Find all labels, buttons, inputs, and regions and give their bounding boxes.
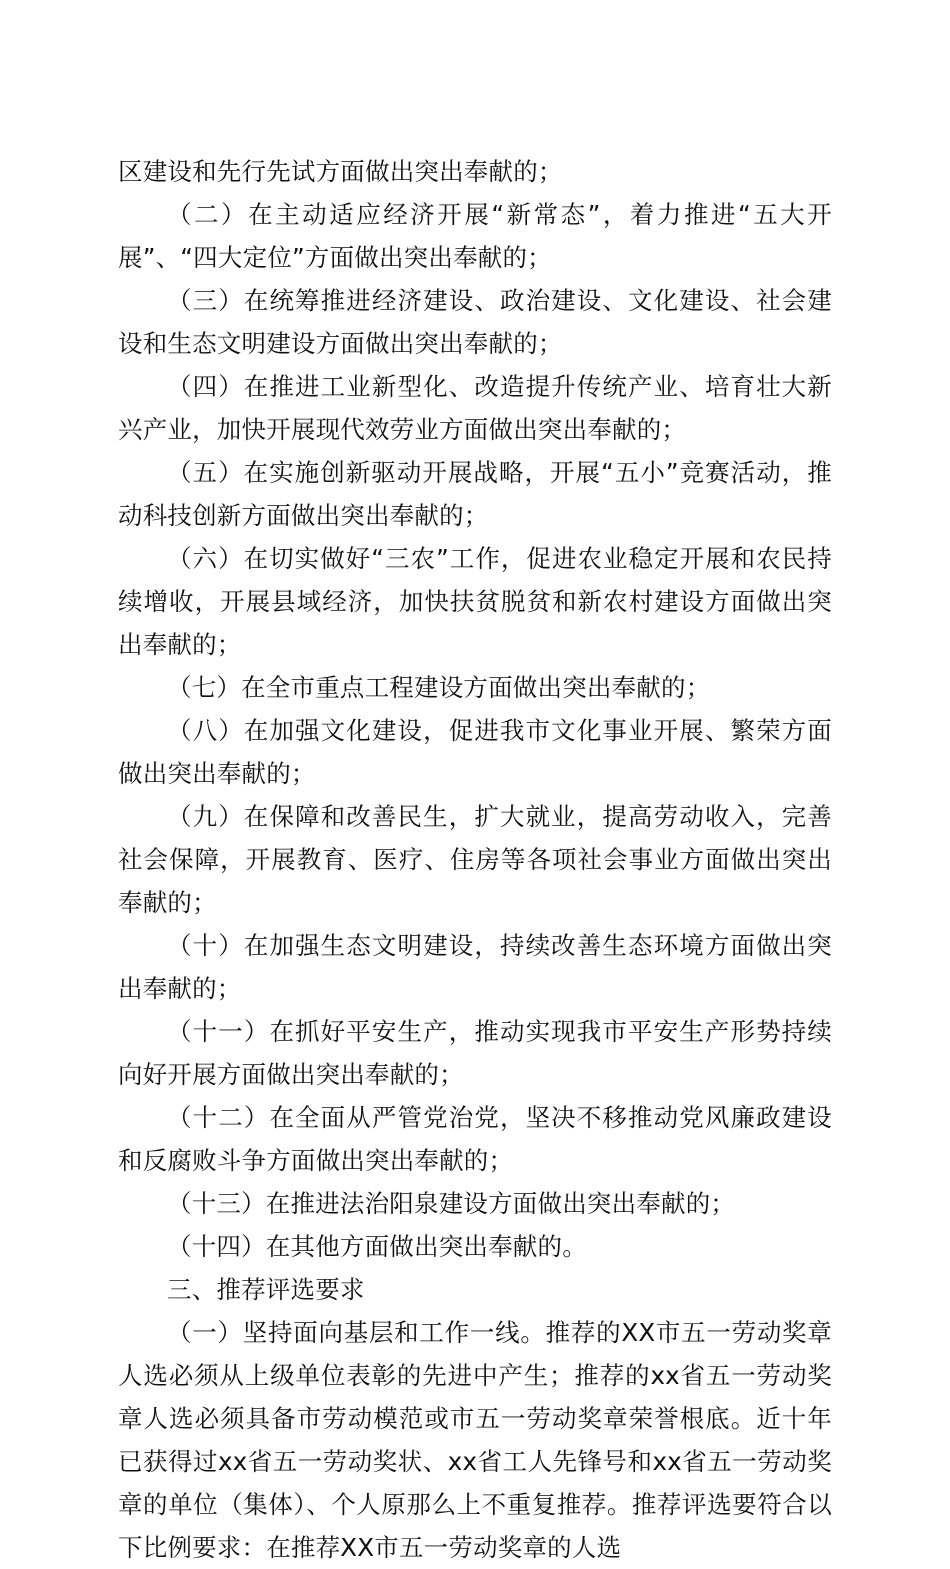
paragraph: （七）在全市重点工程建设方面做出突出奉献的； — [167, 673, 711, 702]
paragraph: （三）在统筹推进经济建设、政治建设、文化建设、社会建设和生态文明建设方面做出突出奉献的； — [118, 286, 832, 358]
paragraph: （五）在实施创新驱动开展战略，开展“五小”竞赛活动，推动科技创新方面做出突出奉献的； — [118, 458, 832, 530]
paragraph: （九）在保障和改善民生，扩大就业，提高劳动收入，完善社会保障，开展教育、医疗、住房等各项社会事业方面做出突出奉献的； — [118, 802, 832, 917]
paragraph: （四）在推进工业新型化、改造提升传统产业、培育壮大新兴产业，加快开展现代效劳业方面做出突出奉献的； — [118, 372, 832, 444]
paragraph: （二）在主动适应经济开展“新常态”，着力推进“五大开展”、“四大定位”方面做出突出奉献的； — [118, 200, 832, 272]
paragraph: 区建设和先行先试方面做出突出奉献的； — [118, 157, 563, 186]
paragraph: （一）坚持面向基层和工作一线。推荐的XX市五一劳动奖章人选必须从上级单位表彰的先进中产生；推荐的xx省五一劳动奖章人选必须具备市劳动模范或市五一劳动奖章荣誉根底。近十年已获得过xx省五一劳动奖状、xx省工人先锋号和xx省五一劳动奖章的单位（集体）、个人原那么上不重复推荐。推荐评选要符合以下比例要求：在推荐XX市五一劳动奖章的人选 — [118, 1318, 832, 1562]
paragraph: （十三）在推进法治阳泉建设方面做出突出奉献的； — [167, 1189, 736, 1218]
paragraph: （十一）在抓好平安生产，推动实现我市平安生产形势持续向好开展方面做出突出奉献的； — [118, 1017, 832, 1089]
section-heading: 三、推荐评选要求 — [167, 1275, 365, 1304]
paragraph: （十四）在其他方面做出突出奉献的。 — [167, 1232, 587, 1261]
paragraph: （八）在加强文化建设，促进我市文化事业开展、繁荣方面做出突出奉献的； — [118, 716, 832, 788]
document-body — [118, 150, 832, 1569]
paragraph: （十）在加强生态文明建设，持续改善生态环境方面做出突出奉献的； — [118, 931, 832, 1003]
paragraph: （六）在切实做好“三农”工作，促进农业稳定开展和农民持续增收，开展县域经济，加快扶贫脱贫和新农村建设方面做出突出奉献的； — [118, 544, 832, 659]
paragraph: （十二）在全面从严管党治党，坚决不移推动党风廉政建设和反腐败斗争方面做出突出奉献的； — [118, 1103, 832, 1175]
